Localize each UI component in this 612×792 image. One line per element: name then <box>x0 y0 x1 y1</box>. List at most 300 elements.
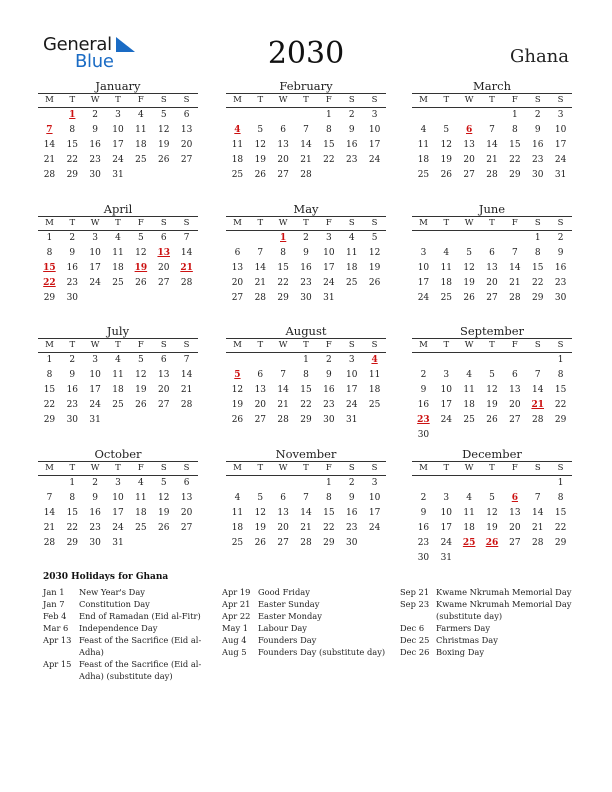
day-cell: 24 <box>554 155 567 165</box>
empty-day-cell <box>526 476 549 491</box>
week-row <box>412 476 572 491</box>
day-cell: 7 <box>303 493 309 503</box>
empty-day-cell <box>249 476 272 491</box>
day-cell: 4 <box>420 125 427 135</box>
week-row <box>38 398 198 413</box>
day-cell: 21 <box>180 385 193 395</box>
holiday-item <box>400 622 572 634</box>
week-row <box>412 506 572 521</box>
weekday-label: F <box>511 463 518 473</box>
empty-day-cell <box>458 231 481 246</box>
day-cell: 18 <box>231 155 244 165</box>
day-cell: 26 <box>254 538 267 548</box>
week-row <box>38 261 198 276</box>
day-cell: 10 <box>89 370 101 380</box>
day-cell: 16 <box>89 508 101 518</box>
holiday-day-cell: 5 <box>234 370 241 380</box>
week-row <box>412 491 572 506</box>
day-cell: 7 <box>512 248 518 258</box>
weekday-label: T <box>443 95 450 105</box>
weekday-label: W <box>278 463 288 473</box>
empty-day-cell <box>458 353 481 368</box>
week-row <box>226 153 386 168</box>
day-cell: 21 <box>509 278 521 288</box>
day-cell: 21 <box>43 155 56 165</box>
day-cell: 9 <box>348 125 355 135</box>
day-cell: 5 <box>160 478 167 488</box>
day-cell: 18 <box>231 523 244 533</box>
day-cell: 12 <box>158 493 170 503</box>
holiday-date: Aug 4 <box>222 635 247 645</box>
day-cell: 8 <box>303 370 309 380</box>
day-cell: 8 <box>46 370 53 380</box>
day-cell: 26 <box>135 278 147 288</box>
empty-day-cell <box>295 476 318 491</box>
day-cell: 14 <box>300 508 312 518</box>
day-cell: 19 <box>135 385 147 395</box>
day-cell: 13 <box>486 263 498 273</box>
day-cell: 29 <box>43 293 56 303</box>
day-cell: 20 <box>180 140 193 150</box>
day-cell: 2 <box>348 110 355 120</box>
empty-day-cell <box>175 536 198 551</box>
day-cell: 6 <box>234 248 241 258</box>
weekday-label: F <box>137 218 144 228</box>
day-cell: 16 <box>89 140 101 150</box>
empty-day-cell <box>152 291 175 306</box>
month-name: June <box>478 202 506 216</box>
day-cell: 7 <box>183 233 190 243</box>
day-cell: 20 <box>277 155 289 165</box>
week-row <box>226 353 386 368</box>
day-cell: 14 <box>254 263 267 273</box>
weekday-label: M <box>45 340 54 350</box>
weekday-label: M <box>233 463 242 473</box>
day-cell: 6 <box>183 478 190 488</box>
day-cell: 17 <box>89 263 101 273</box>
day-cell: 8 <box>534 248 541 258</box>
day-cell: 8 <box>512 125 518 135</box>
day-cell: 18 <box>368 385 381 395</box>
day-cell: 12 <box>440 140 453 150</box>
empty-day-cell <box>129 536 152 551</box>
day-cell: 29 <box>66 170 79 180</box>
weekday-label: F <box>325 218 332 228</box>
day-cell: 24 <box>112 155 124 165</box>
empty-day-cell <box>340 291 363 306</box>
empty-day-cell <box>412 108 435 123</box>
day-cell: 14 <box>300 140 312 150</box>
weekday-label: T <box>69 218 76 228</box>
holiday-day-cell: 4 <box>371 355 378 365</box>
day-cell: 29 <box>300 415 312 425</box>
holiday-item <box>43 598 213 610</box>
month-name: September <box>459 324 525 338</box>
holiday-item <box>43 586 213 598</box>
day-cell: 22 <box>277 278 289 288</box>
day-cell: 24 <box>440 538 453 548</box>
day-cell: 25 <box>135 523 147 533</box>
empty-day-cell <box>412 231 435 246</box>
day-cell: 14 <box>43 140 56 150</box>
day-cell: 30 <box>66 293 79 303</box>
weekday-label: M <box>45 95 54 105</box>
holiday-date: Feb 4 <box>43 611 67 621</box>
day-cell: 3 <box>443 370 450 380</box>
day-cell: 14 <box>532 385 544 395</box>
day-cell: 30 <box>554 293 567 303</box>
empty-day-cell <box>38 108 61 123</box>
country-name: Ghana <box>509 46 569 67</box>
day-cell: 23 <box>66 400 79 410</box>
day-cell: 17 <box>112 140 124 150</box>
day-cell: 8 <box>69 493 76 503</box>
holiday-date: Apr 19 <box>222 587 251 597</box>
week-row <box>38 536 198 551</box>
weekday-label: W <box>278 218 288 228</box>
week-row <box>226 491 386 506</box>
day-cell: 19 <box>486 523 498 533</box>
weekday-header <box>226 93 386 108</box>
day-cell: 2 <box>69 233 76 243</box>
month-october <box>38 447 198 551</box>
logo-blue-text: Blue <box>75 51 114 72</box>
day-cell: 17 <box>346 385 358 395</box>
day-cell: 14 <box>509 263 521 273</box>
empty-day-cell <box>226 231 249 246</box>
day-cell: 7 <box>280 370 287 380</box>
day-cell: 26 <box>231 415 244 425</box>
empty-day-cell <box>526 428 549 443</box>
holiday-item <box>222 622 392 634</box>
weekday-header <box>412 216 572 231</box>
day-cell: 22 <box>532 278 544 288</box>
day-cell: 31 <box>440 553 453 563</box>
day-cell: 12 <box>254 508 267 518</box>
day-cell: 13 <box>158 370 170 380</box>
holiday-name: New Year's Day <box>79 587 145 597</box>
holiday-name: Feast of the Sacrifice (Eid al-Adha) (substitute day) <box>79 659 202 681</box>
empty-day-cell <box>226 476 249 491</box>
day-cell: 2 <box>92 478 99 488</box>
day-cell: 29 <box>554 538 567 548</box>
week-row <box>38 153 198 168</box>
weekday-header <box>38 338 198 353</box>
empty-day-cell <box>435 476 458 491</box>
empty-day-cell <box>152 413 175 428</box>
day-cell: 24 <box>440 415 453 425</box>
day-cell: 29 <box>509 170 521 180</box>
day-cell: 22 <box>323 155 335 165</box>
empty-day-cell <box>458 551 481 566</box>
empty-day-cell <box>363 536 386 551</box>
day-cell: 4 <box>443 248 450 258</box>
weekday-label: T <box>489 463 495 473</box>
empty-day-cell <box>107 291 130 306</box>
week-row <box>412 261 572 276</box>
day-cell: 23 <box>554 278 567 288</box>
day-cell: 22 <box>66 155 79 165</box>
month-august <box>226 324 386 428</box>
holiday-name: Founders Day (substitute day) <box>258 647 386 657</box>
day-cell: 31 <box>346 415 358 425</box>
day-cell: 7 <box>489 125 495 135</box>
day-cell: 22 <box>554 400 567 410</box>
day-cell: 19 <box>463 278 475 288</box>
day-cell: 17 <box>89 385 101 395</box>
day-cell: 28 <box>532 415 544 425</box>
day-cell: 15 <box>323 508 335 518</box>
week-row <box>38 108 198 123</box>
day-cell: 12 <box>254 140 267 150</box>
day-cell: 3 <box>92 233 99 243</box>
holiday-date: May 1 <box>222 623 249 633</box>
day-cell: 23 <box>89 523 101 533</box>
day-cell: 15 <box>509 140 521 150</box>
weekday-label: W <box>90 340 100 350</box>
day-cell: 28 <box>532 538 544 548</box>
day-cell: 16 <box>323 385 335 395</box>
day-cell: 26 <box>463 293 475 303</box>
day-cell: 5 <box>160 110 167 120</box>
day-cell: 16 <box>346 508 358 518</box>
day-cell: 30 <box>417 553 430 563</box>
holiday-item <box>222 586 392 598</box>
day-cell: 28 <box>300 538 312 548</box>
weekday-label: W <box>278 340 288 350</box>
day-cell: 27 <box>231 293 244 303</box>
day-cell: 9 <box>92 125 99 135</box>
weekday-label: T <box>443 218 450 228</box>
day-cell: 25 <box>368 400 381 410</box>
holiday-item <box>400 634 572 646</box>
day-cell: 1 <box>326 110 332 120</box>
day-cell: 17 <box>440 523 453 533</box>
holiday-item <box>222 610 392 622</box>
day-cell: 13 <box>277 508 289 518</box>
weekday-label: T <box>257 95 264 105</box>
holiday-name: Easter Sunday <box>258 599 320 609</box>
week-row <box>412 153 572 168</box>
empty-day-cell <box>249 231 272 246</box>
weekday-label: T <box>115 340 121 350</box>
day-cell: 22 <box>509 155 521 165</box>
day-cell: 16 <box>300 263 312 273</box>
day-cell: 24 <box>89 278 101 288</box>
day-cell: 6 <box>257 370 264 380</box>
weekday-label: M <box>419 218 428 228</box>
day-cell: 31 <box>112 170 124 180</box>
empty-day-cell <box>175 168 198 183</box>
weekday-label: F <box>137 463 144 473</box>
holiday-item <box>43 622 213 634</box>
empty-day-cell <box>84 291 107 306</box>
day-cell: 28 <box>180 278 193 288</box>
weekday-label: T <box>69 463 76 473</box>
empty-day-cell <box>129 168 152 183</box>
day-cell: 19 <box>486 400 498 410</box>
day-cell: 25 <box>463 415 475 425</box>
day-cell: 18 <box>112 385 124 395</box>
day-cell: 21 <box>486 155 498 165</box>
day-cell: 18 <box>135 140 147 150</box>
day-cell: 20 <box>231 278 244 288</box>
day-cell: 28 <box>254 293 267 303</box>
week-row <box>38 231 198 246</box>
holiday-name: Labour Day <box>258 623 307 633</box>
day-cell: 2 <box>348 478 355 488</box>
day-cell: 13 <box>509 385 521 395</box>
day-cell: 12 <box>231 385 244 395</box>
day-cell: 19 <box>231 400 244 410</box>
empty-day-cell <box>435 428 458 443</box>
day-cell: 9 <box>303 248 309 258</box>
weekday-header <box>38 93 198 108</box>
day-cell: 23 <box>532 155 544 165</box>
day-cell: 29 <box>554 415 567 425</box>
day-cell: 1 <box>69 478 76 488</box>
day-cell: 5 <box>257 493 264 503</box>
empty-day-cell <box>412 476 435 491</box>
week-row <box>412 413 572 428</box>
month-february <box>226 79 386 183</box>
empty-day-cell <box>435 353 458 368</box>
day-cell: 5 <box>489 493 495 503</box>
weekday-header <box>412 93 572 108</box>
day-cell: 28 <box>300 170 312 180</box>
day-cell: 23 <box>89 155 101 165</box>
day-cell: 28 <box>43 170 56 180</box>
day-cell: 24 <box>346 400 358 410</box>
day-cell: 11 <box>417 140 430 150</box>
holiday-date: Sep 21 <box>400 587 430 597</box>
day-cell: 26 <box>486 415 498 425</box>
day-cell: 27 <box>509 538 521 548</box>
day-cell: 8 <box>557 370 564 380</box>
week-row <box>38 123 198 138</box>
weekday-label: M <box>419 95 428 105</box>
month-name: July <box>106 324 130 338</box>
holiday-date: Mar 6 <box>43 623 69 633</box>
day-cell: 9 <box>92 493 99 503</box>
day-cell: 5 <box>489 370 495 380</box>
empty-day-cell <box>481 428 504 443</box>
day-cell: 18 <box>417 155 430 165</box>
day-cell: 11 <box>112 248 124 258</box>
day-cell: 20 <box>509 400 521 410</box>
holiday-name: Farmers Day <box>436 623 491 633</box>
day-cell: 6 <box>160 233 167 243</box>
weekday-label: T <box>257 340 264 350</box>
day-cell: 28 <box>277 415 289 425</box>
day-cell: 30 <box>300 293 312 303</box>
empty-day-cell <box>175 413 198 428</box>
holidays-title: 2030 Holidays for Ghana <box>43 572 169 582</box>
week-row <box>412 276 572 291</box>
day-cell: 27 <box>180 155 193 165</box>
day-cell: 6 <box>280 125 287 135</box>
day-cell: 25 <box>112 278 124 288</box>
weekday-label: S <box>534 340 541 350</box>
weekday-header <box>412 461 572 476</box>
day-cell: 2 <box>92 110 99 120</box>
day-cell: 21 <box>254 278 267 288</box>
day-cell: 4 <box>348 233 355 243</box>
day-cell: 13 <box>463 140 475 150</box>
day-cell: 15 <box>277 263 289 273</box>
week-row <box>412 536 572 551</box>
day-cell: 31 <box>554 170 567 180</box>
month-january <box>38 79 198 183</box>
day-cell: 30 <box>89 170 101 180</box>
day-cell: 15 <box>300 385 312 395</box>
day-cell: 16 <box>417 400 430 410</box>
day-cell: 31 <box>89 415 101 425</box>
day-cell: 31 <box>112 538 124 548</box>
week-row <box>412 123 572 138</box>
weekday-header <box>226 216 386 231</box>
day-cell: 9 <box>69 370 76 380</box>
day-cell: 18 <box>112 263 124 273</box>
empty-day-cell <box>526 353 549 368</box>
day-cell: 15 <box>532 263 544 273</box>
holiday-item <box>43 658 213 682</box>
day-cell: 20 <box>463 155 475 165</box>
day-cell: 25 <box>135 155 147 165</box>
weekday-label: S <box>371 463 378 473</box>
day-cell: 29 <box>323 538 335 548</box>
day-cell: 13 <box>180 493 193 503</box>
week-row <box>226 276 386 291</box>
day-cell: 19 <box>158 508 170 518</box>
day-cell: 18 <box>463 400 475 410</box>
week-row <box>226 246 386 261</box>
day-cell: 13 <box>180 125 193 135</box>
day-cell: 23 <box>323 400 335 410</box>
day-cell: 16 <box>554 263 567 273</box>
day-cell: 7 <box>46 493 53 503</box>
weekday-label: S <box>160 218 167 228</box>
weekday-label: S <box>160 463 167 473</box>
week-row <box>412 291 572 306</box>
weekday-label: T <box>489 95 495 105</box>
day-cell: 8 <box>46 248 53 258</box>
holiday-date: Sep 23 <box>400 599 430 609</box>
day-cell: 22 <box>323 523 335 533</box>
holiday-day-cell: 23 <box>417 415 430 425</box>
day-cell: 12 <box>486 385 498 395</box>
week-row <box>412 168 572 183</box>
weekday-label: M <box>233 95 242 105</box>
day-cell: 2 <box>326 355 332 365</box>
day-cell: 11 <box>112 370 124 380</box>
day-cell: 2 <box>69 355 76 365</box>
day-cell: 25 <box>231 170 244 180</box>
day-cell: 21 <box>300 523 312 533</box>
month-may <box>226 202 386 306</box>
day-cell: 24 <box>89 400 101 410</box>
holiday-day-cell: 13 <box>157 248 170 258</box>
day-cell: 30 <box>89 538 101 548</box>
day-cell: 5 <box>257 125 264 135</box>
empty-day-cell <box>272 476 295 491</box>
day-cell: 6 <box>489 248 495 258</box>
day-cell: 19 <box>254 523 267 533</box>
day-cell: 2 <box>557 233 564 243</box>
holiday-column <box>400 586 572 658</box>
month-december <box>412 447 572 566</box>
day-cell: 9 <box>534 125 541 135</box>
